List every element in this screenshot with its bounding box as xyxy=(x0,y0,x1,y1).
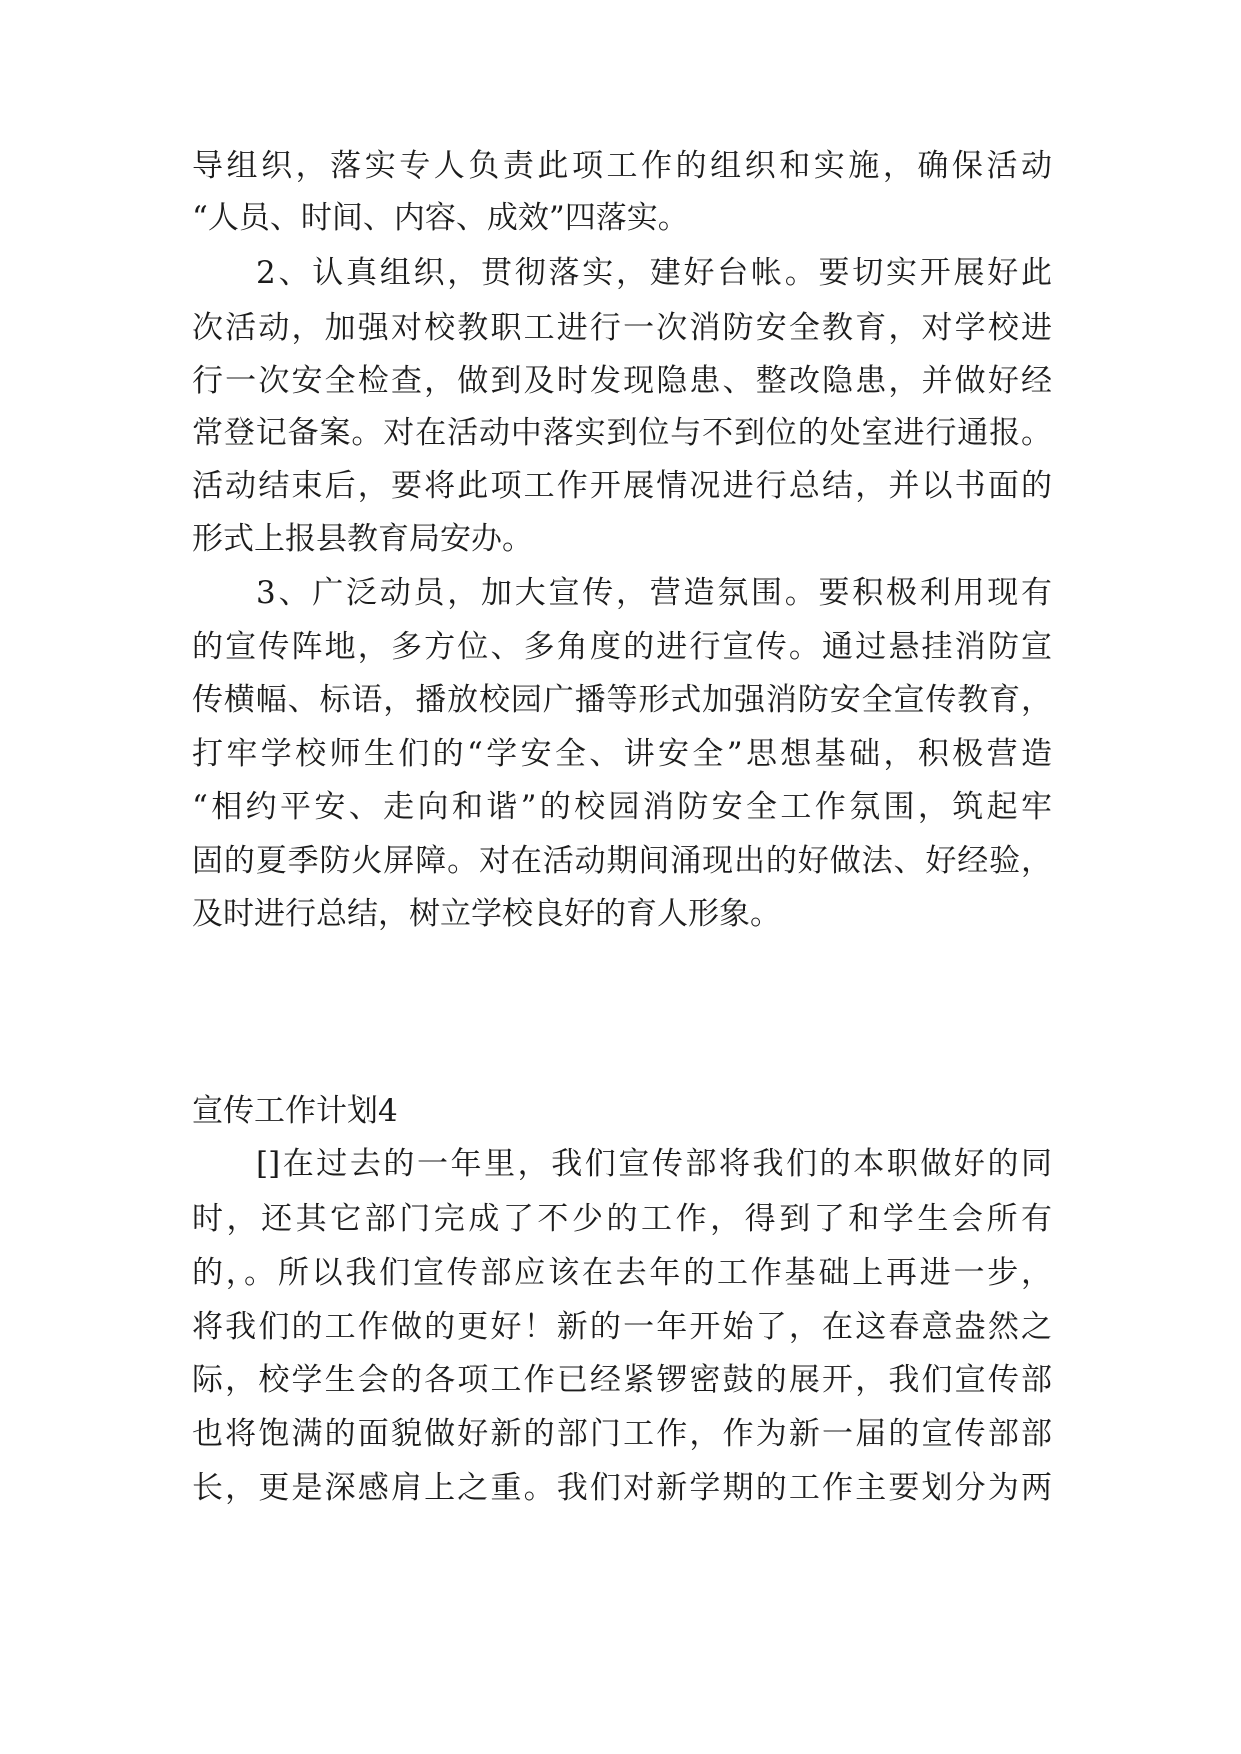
section-heading: 宣传工作计划4 xyxy=(192,1093,398,1129)
paragraph-line: 行一次安全检查，做到及时发现隐患、整改隐患，并做好经 xyxy=(192,363,1052,399)
paragraph-line: 2、认真组织，贯彻落实，建好台帐。要切实开展好此 xyxy=(256,255,1052,291)
paragraph-line: 的，。所以我们宣传部应该在去年的工作基础上再进一步， xyxy=(192,1255,1052,1291)
paragraph-line: 将我们的工作做的更好！新的一年开始了，在这春意盎然之 xyxy=(192,1309,1052,1345)
paragraph-line: 长，更是深感肩上之重。我们对新学期的工作主要划分为两 xyxy=(192,1470,1052,1506)
paragraph-line: 打牢学校师生们的“学安全、讲安全”思想基础，积极营造 xyxy=(192,736,1052,772)
paragraph-line: 3、广泛动员，加大宣传，营造氛围。要积极利用现有 xyxy=(256,575,1052,611)
paragraph-line: 及时进行总结，树立学校良好的育人形象。 xyxy=(192,896,781,932)
paragraph-line: 形式上报县教育局安办。 xyxy=(192,521,533,557)
paragraph-line: 也将饱满的面貌做好新的部门工作，作为新一届的宣传部部 xyxy=(192,1416,1052,1452)
paragraph-line: 常登记备案。对在活动中落实到位与不到位的处室进行通报。 xyxy=(192,415,1052,451)
paragraph-line: 活动结束后，要将此项工作开展情况进行总结，并以书面的 xyxy=(192,468,1052,504)
paragraph-line: “相约平安、走向和谐”的校园消防安全工作氛围，筑起牢 xyxy=(192,789,1052,825)
paragraph-line: 传横幅、标语，播放校园广播等形式加强消防安全宣传教育， xyxy=(192,682,1052,718)
paragraph-line: 际，校学生会的各项工作已经紧锣密鼓的展开，我们宣传部 xyxy=(192,1362,1052,1398)
paragraph-line: 次活动，加强对校教职工进行一次消防安全教育，对学校进 xyxy=(192,310,1052,346)
paragraph-line: “人员、时间、内容、成效”四落实。 xyxy=(192,200,689,236)
paragraph-line: 的宣传阵地，多方位、多角度的进行宣传。通过悬挂消防宣 xyxy=(192,629,1052,665)
paragraph-line: 时，还其它部门完成了不少的工作，得到了和学生会所有 xyxy=(192,1201,1052,1237)
paragraph-line: 固的夏季防火屏障。对在活动期间涌现出的好做法、好经验， xyxy=(192,843,1052,879)
paragraph-line: 导组织，落实专人负责此项工作的组织和实施，确保活动 xyxy=(192,148,1052,184)
paragraph-line: []在过去的一年里，我们宣传部将我们的本职做好的同 xyxy=(256,1146,1052,1182)
